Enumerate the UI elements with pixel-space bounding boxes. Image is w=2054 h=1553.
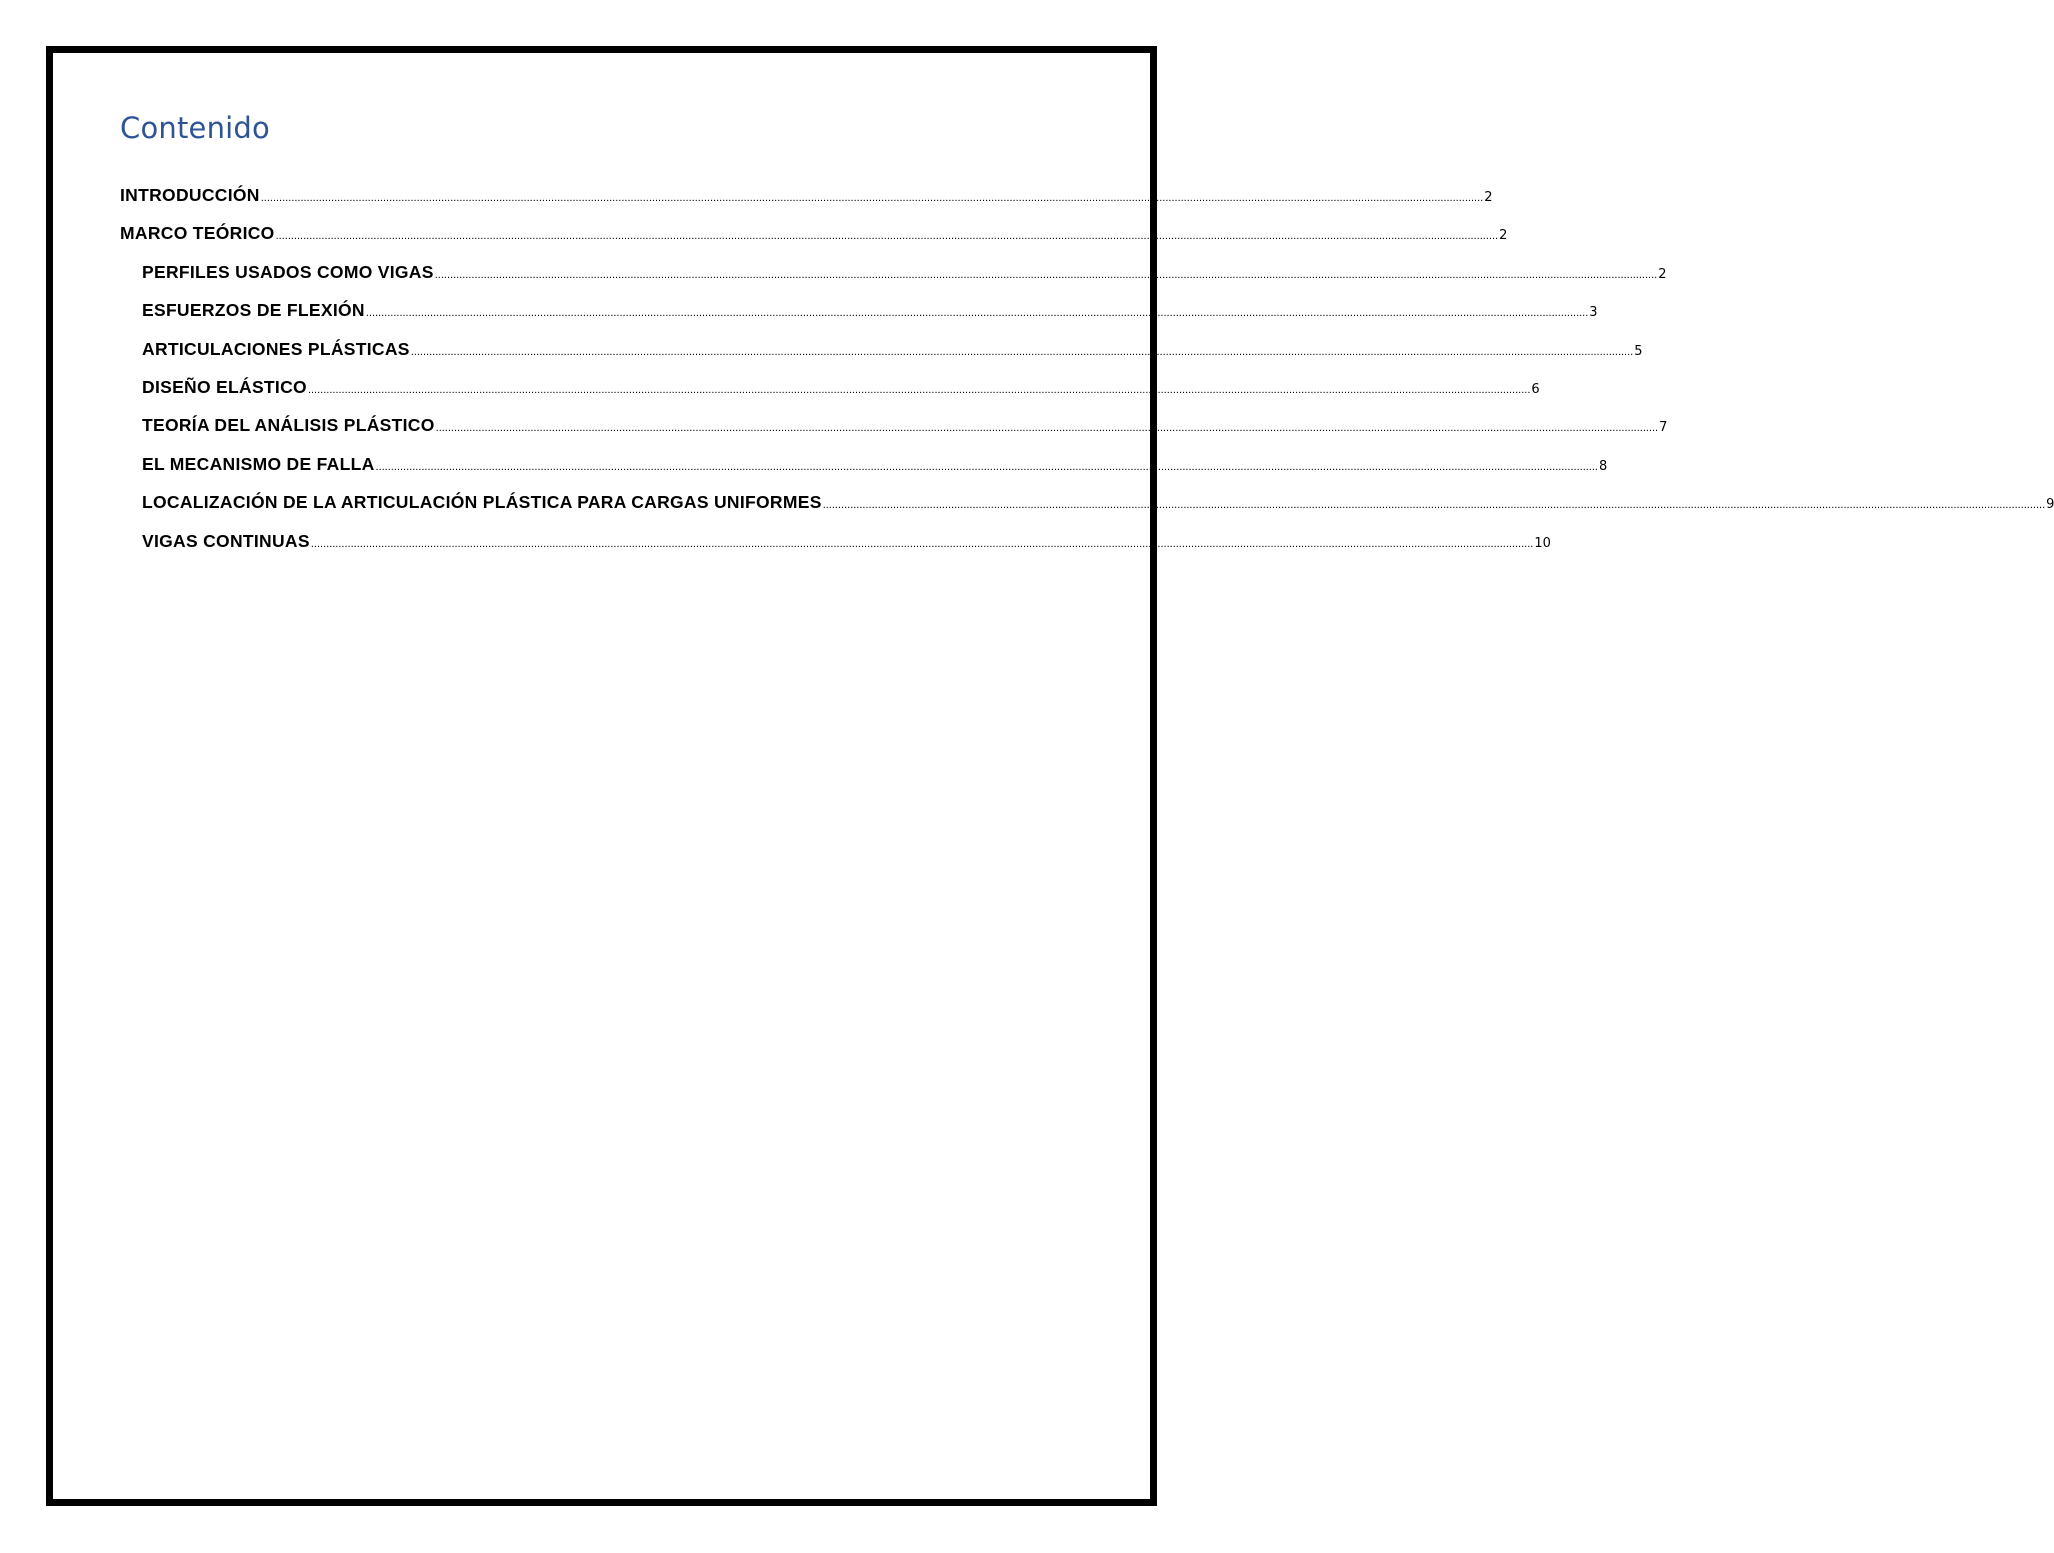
table-of-contents	[120, 111, 2054, 569]
toc-dot-leader: ................................................................................................................................................................................................................................................................................................................................................................................................................	[822, 499, 2046, 512]
toc-entry[interactable]	[120, 415, 1668, 453]
toc-entry-label: LOCALIZACIÓN DE LA ARTICULACIÓN PLÁSTICA PARA CARGAS UNIFORMES	[142, 492, 822, 513]
toc-entry-page: 10	[1534, 535, 1551, 551]
toc-entry-label: ARTICULACIONES PLÁSTICAS	[142, 338, 410, 359]
toc-dot-leader: ................................................................................................................................................................................................................................................................................................................................................................................................................	[410, 345, 1634, 358]
toc-entry-label: EL MECANISMO DE FALLA	[142, 453, 375, 474]
toc-entry-page: 2	[1658, 266, 1667, 282]
toc-entry[interactable]	[120, 261, 1667, 300]
toc-entry-label: DISEÑO ELÁSTICO	[142, 376, 307, 397]
toc-entry-page: 8	[1598, 458, 1608, 474]
toc-entry-label: TEORÍA DEL ANÁLISIS PLÁSTICO	[142, 415, 435, 436]
toc-entry[interactable]	[120, 223, 1508, 261]
toc-list	[120, 185, 2054, 569]
toc-dot-leader: ................................................................................................................................................................................................................................................................................................................................................................................................................	[275, 230, 1499, 243]
toc-entry[interactable]	[120, 453, 1608, 492]
toc-entry-page: 9	[2046, 497, 2054, 513]
toc-entry-label: INTRODUCCIÓN	[120, 185, 260, 205]
toc-entry-page: 6	[1531, 381, 1540, 397]
toc-entry-page: 3	[1589, 305, 1598, 321]
toc-entry-label: MARCO TEÓRICO	[120, 223, 275, 244]
toc-entry-label: PERFILES USADOS COMO VIGAS	[142, 261, 434, 282]
toc-entry[interactable]	[120, 376, 1540, 415]
toc-dot-leader: ................................................................................................................................................................................................................................................................................................................................................................................................................	[310, 537, 1534, 550]
toc-entry[interactable]	[120, 338, 1643, 377]
toc-entry-label: ESFUERZOS DE FLEXIÓN	[142, 300, 365, 321]
toc-dot-leader: ................................................................................................................................................................................................................................................................................................................................................................................................................	[435, 422, 1659, 435]
toc-entry-label: VIGAS CONTINUAS	[142, 530, 310, 551]
toc-entry-page: 7	[1659, 420, 1668, 436]
toc-entry-page: 2	[1484, 190, 1493, 205]
toc-entry-page: 5	[1634, 343, 1643, 359]
toc-entry-page: 2	[1499, 228, 1508, 244]
toc-entry[interactable]	[120, 185, 1493, 223]
toc-entry[interactable]	[120, 530, 1551, 569]
toc-dot-leader: ................................................................................................................................................................................................................................................................................................................................................................................................................	[365, 307, 1589, 320]
toc-entry[interactable]	[120, 300, 1598, 338]
toc-dot-leader: ................................................................................................................................................................................................................................................................................................................................................................................................................	[375, 460, 1598, 473]
toc-title: Contenido	[120, 111, 270, 145]
toc-dot-leader: ................................................................................................................................................................................................................................................................................................................................................................................................................	[260, 192, 1484, 204]
toc-entry[interactable]	[120, 492, 2054, 530]
toc-dot-leader: ................................................................................................................................................................................................................................................................................................................................................................................................................	[307, 383, 1531, 396]
toc-dot-leader: ................................................................................................................................................................................................................................................................................................................................................................................................................	[434, 268, 1658, 281]
